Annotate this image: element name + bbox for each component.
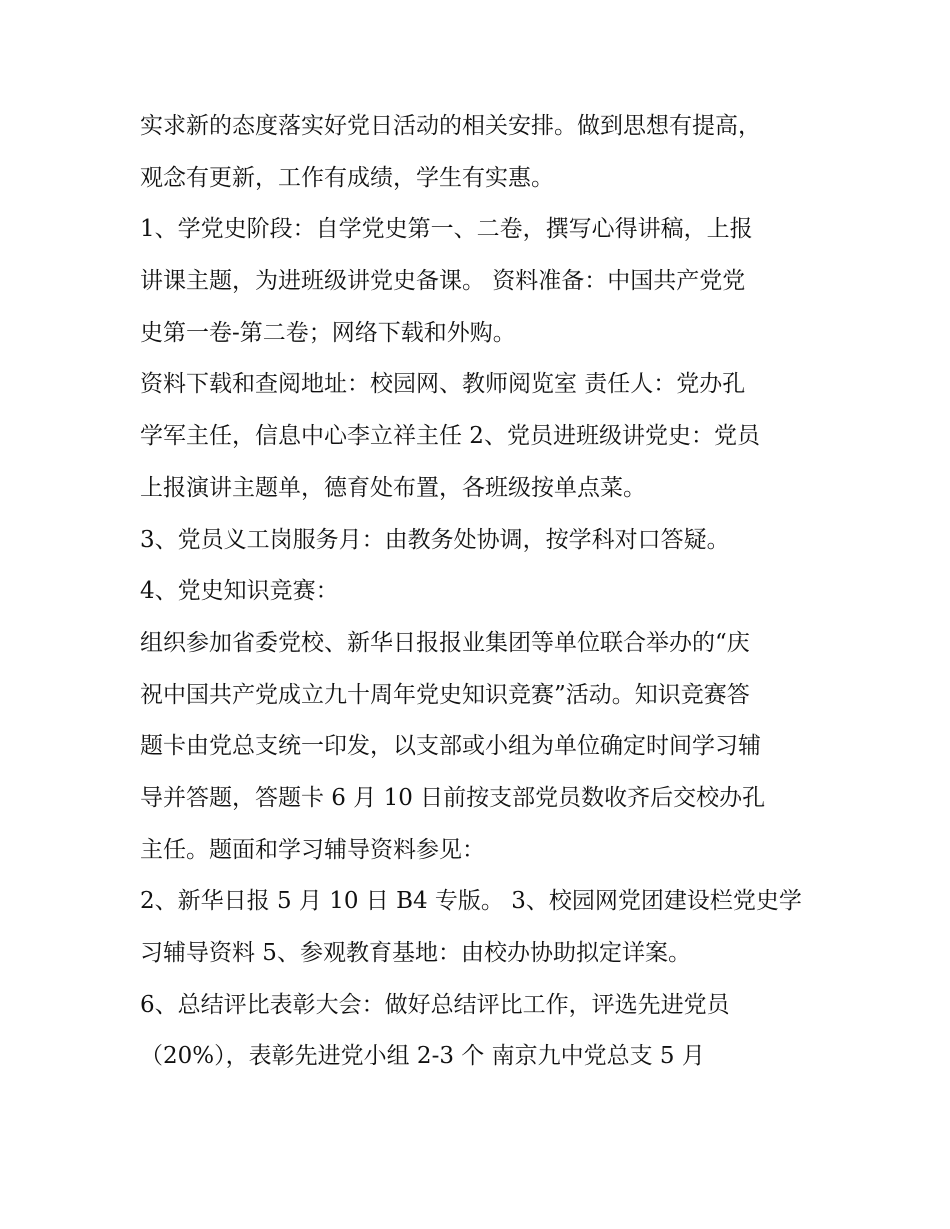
text-line: 习辅导资料 5、参观教育基地：由校办协助拟定详案。 <box>140 940 691 966</box>
text-line: 题卡由党总支统一印发，以支部或小组为单位确定时间学习辅 <box>140 733 761 760</box>
text-line: 1、学党史阶段：自学党史第一、二卷，撰写心得讲稿，上报 <box>140 216 753 243</box>
text-line: 导并答题，答题卡 6 月 10 日前按支部党员数收齐后交校办孔 <box>140 784 766 811</box>
text-line: 2、新华日报 5 月 10 日 B4 专版。 3、校园网党团建设栏党史学 <box>140 888 802 915</box>
text-line: 学军主任，信息中心李立祥主任 2、党员进班级讲党史：党员 <box>140 423 760 450</box>
text-line: 3、党员义工岗服务月：由教务处协调，按学科对口答疑。 <box>140 526 730 553</box>
text-line: 史第一卷-第二卷；网络下载和外购。 <box>140 319 516 346</box>
text-line: 6、总结评比表彰大会：做好总结评比工作，评选先进党员 <box>140 991 730 1018</box>
text-line: 祝中国共产党成立九十周年党史知识竞赛”活动。知识竞赛答 <box>140 681 750 708</box>
text-line: 资料下载和查阅地址：校园网、教师阅览室 责任人：党办孔 <box>140 371 746 398</box>
text-line: 实求新的态度落实好党日活动的相关安排。做到思想有提高， <box>140 113 761 139</box>
text-line: 观念有更新，工作有成绩，学生有实惠。 <box>140 164 554 191</box>
text-line: 4、党史知识竞赛： <box>140 578 339 605</box>
text-line: （20%），表彰先进党小组 2-3 个 南京九中党总支 5 月 <box>140 1043 705 1070</box>
text-line: 主任。题面和学习辅导资料参见： <box>140 836 485 863</box>
text-line: 讲课主题，为进班级讲党史备课。 资料准备：中国共产党党 <box>140 268 746 295</box>
text-line: 上报演讲主题单，德育处布置，各班级按单点菜。 <box>140 474 646 501</box>
text-line: 组织参加省委党校、新华日报报业集团等单位联合举办的“庆 <box>140 629 750 656</box>
body-text <box>140 107 820 1089</box>
